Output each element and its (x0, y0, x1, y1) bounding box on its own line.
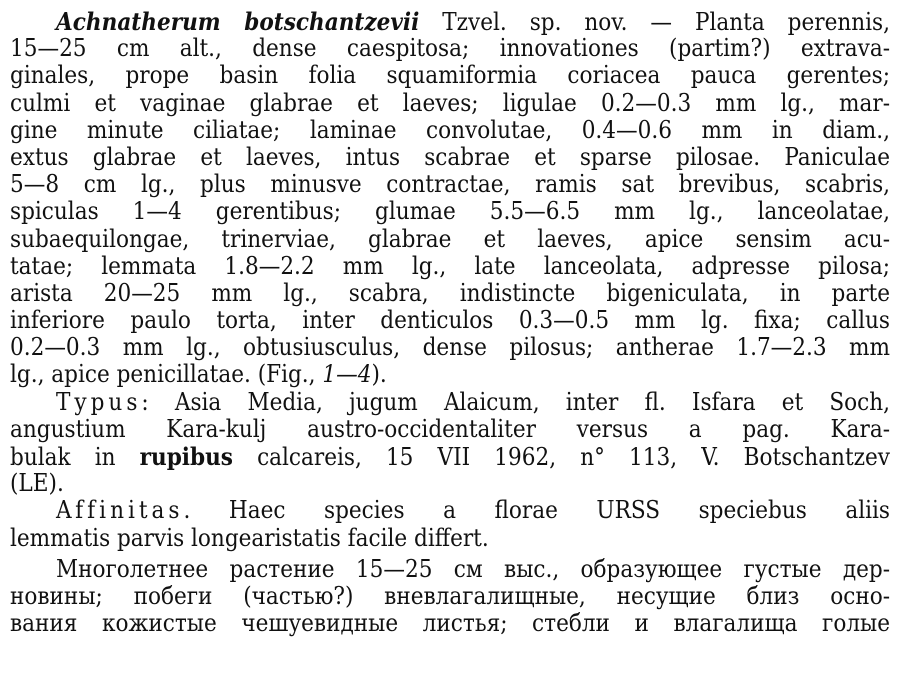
description-line: arista 20—25 mm lg., scabra, indistincte bigeniculata, in parte (10, 278, 890, 307)
affinitas-line-1 (10, 497, 890, 524)
typus-line-1-rest: : Asia Media, jugum Alaicum, inter fl. Isfara et Soch, (141, 387, 890, 416)
affinitas-label: Affinitas (56, 496, 184, 525)
description-line: extus glabrae et laeves, intus scabrae et sparse pilosae. Paniculae (10, 142, 890, 171)
typus-line-1 (10, 389, 890, 416)
affinitas-paragraph (10, 497, 890, 551)
description-last-line-start: lg., apice penicillatae. (Fig., (10, 360, 323, 389)
typus-line: angustium Kara-kulj austro-occidentaliter versus a pag. Kara- (10, 414, 890, 443)
species-name: Achnatherum botschantzevii (56, 7, 420, 36)
typus-line-3 (10, 443, 890, 470)
description-line: subaequilongae, trinerviae, glabrae et laeves, apice sensim acu- (10, 224, 890, 253)
affinitas-last-line: lemmatis parvis longearistatis facile differt. (10, 523, 489, 552)
description-line: culmi et vaginae glabrae et laeves; ligulae 0.2—0.3 mm lg., mar- (10, 88, 890, 117)
description-line: spiculas 1—4 gerentibus; glumae 5.5—6.5 mm lg., lanceolatae, (10, 197, 890, 226)
description-line: 5—8 cm lg., plus minusve contractae, ramis sat brevibus, scabris, (10, 170, 890, 199)
latin-description-paragraph (10, 8, 890, 389)
typus-last-line: (LE). (10, 469, 64, 498)
description-line: 15—25 cm alt., dense caespitosa; innovationes (partim?) extrava- (10, 34, 890, 63)
description-last-line (10, 361, 890, 388)
russian-description-paragraph (10, 556, 890, 638)
description-line: inferiore paulo torta, inter denticulos 0.3—0.5 mm lg. fixa; callus (10, 306, 890, 335)
russian-line: вания кожистые чешуевидные листья; стебли и влагалища голые (10, 609, 890, 638)
typus-line-3-start: bulak in (10, 443, 140, 471)
description-line: gine minute ciliatae; laminae convolutae, 0.4—0.6 mm in diam., (10, 115, 890, 144)
affinitas-line-1-rest: . Haec species a florae URSS speciebus aliis (183, 496, 890, 525)
typus-line-3-end: calcareis, 15 VII 1962, n° 113, V. Botschantzev (232, 443, 890, 471)
description-line-1-rest: Tzvel. sp. nov. — Planta perennis, (419, 8, 890, 36)
typus-bold-word: rupibus (139, 442, 233, 471)
description-line: tatae; lemmata 1.8—2.2 mm lg., late lanceolata, adpresse pilosa; (10, 251, 890, 280)
russian-line: новины; побеги (частью?) вневлагалищные, несущие близ осно- (10, 581, 890, 610)
typus-label: Typus (56, 387, 142, 416)
description-line-1 (10, 8, 890, 35)
description-last-line-end: ). (371, 360, 387, 389)
description-line: ginales, prope basin folia squamiformia coriacea pauca gerentes; (10, 61, 890, 90)
figure-reference: 1—4 (322, 360, 372, 389)
document-page (10, 8, 890, 637)
russian-line: Многолетнее растение 15—25 см выс., образующее густые дер- (56, 554, 890, 583)
typus-paragraph (10, 389, 890, 498)
description-line: 0.2—0.3 mm lg., obtusiusculus, dense pilosus; antherae 1.7—2.3 mm (10, 333, 890, 362)
